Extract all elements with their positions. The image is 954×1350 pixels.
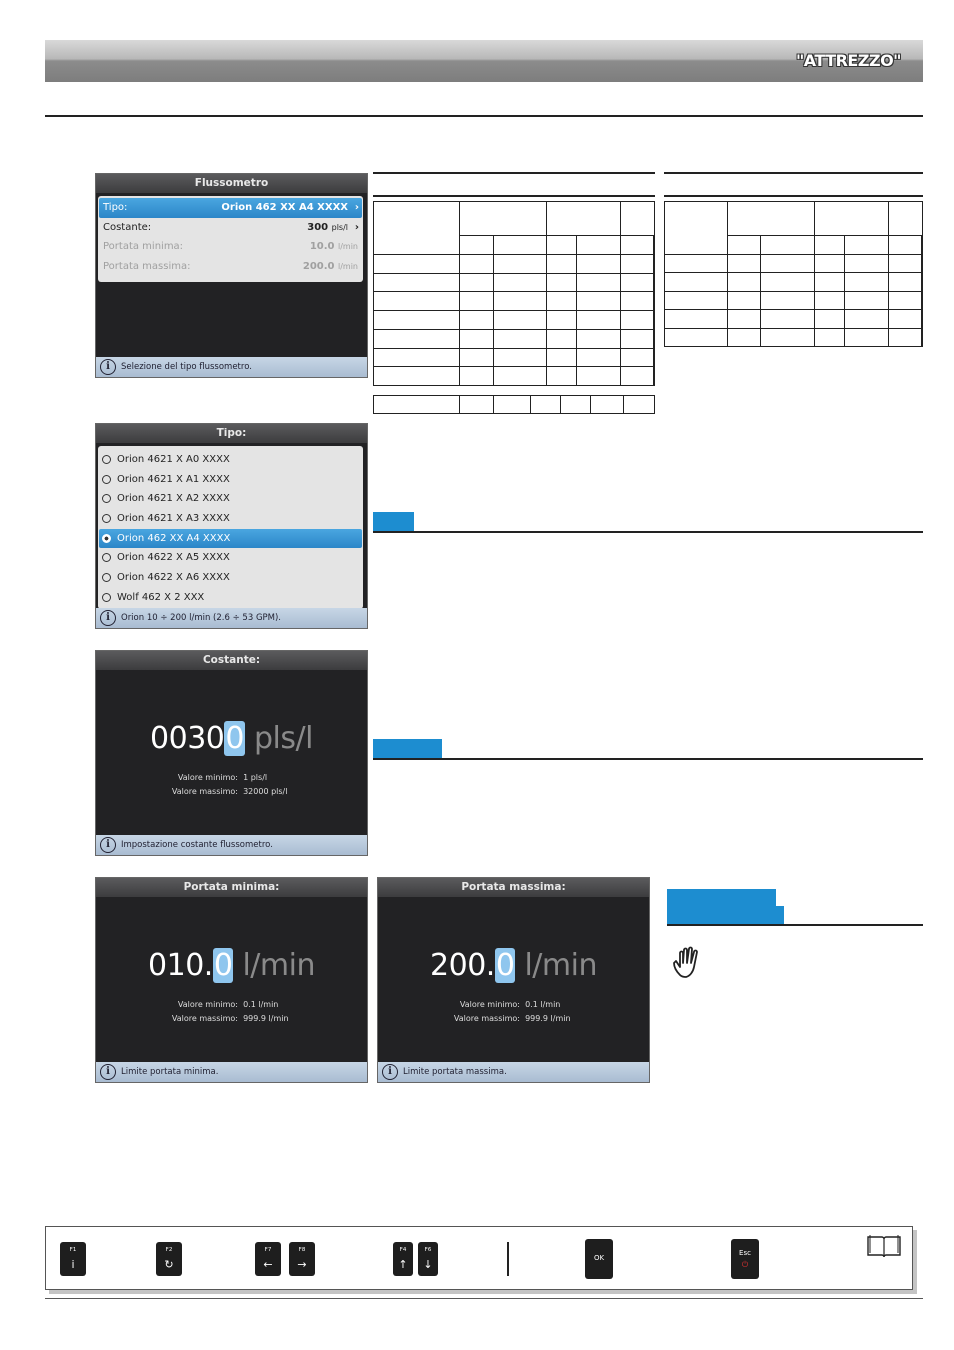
info-icon: i bbox=[100, 837, 116, 853]
menu-item-portata-minima[interactable] bbox=[99, 237, 362, 257]
radio-selected-icon bbox=[102, 534, 111, 543]
value-unit: l/min bbox=[233, 948, 315, 983]
key-label: F2 bbox=[165, 1247, 173, 1253]
screen-title: Costante: bbox=[96, 651, 367, 670]
arrow-down-icon: ↓ bbox=[423, 1258, 433, 1271]
section-tab bbox=[373, 739, 442, 758]
screen-footer bbox=[378, 1062, 649, 1082]
value-number: 200.0 bbox=[302, 260, 335, 272]
section-tab bbox=[373, 512, 414, 531]
key-label: F4 bbox=[399, 1247, 407, 1253]
f7-key[interactable] bbox=[255, 1242, 281, 1276]
footer-rule bbox=[45, 1298, 923, 1299]
info-icon: i bbox=[100, 359, 116, 375]
key-label: OK bbox=[593, 1254, 605, 1262]
value-digits: 010. bbox=[148, 948, 213, 983]
hand-stop-icon bbox=[670, 945, 710, 981]
f2-key[interactable] bbox=[156, 1242, 182, 1276]
tipo-screen bbox=[95, 423, 368, 629]
radio-icon bbox=[102, 514, 111, 523]
menu-item-value bbox=[307, 218, 348, 238]
limits bbox=[96, 1000, 367, 1028]
option-item-selected[interactable] bbox=[99, 529, 362, 549]
menu-item-value bbox=[310, 237, 358, 257]
table-top-rule bbox=[664, 172, 923, 174]
option-item[interactable] bbox=[99, 548, 362, 568]
table-top-rule bbox=[664, 195, 923, 197]
power-icon: ⏻ bbox=[741, 1260, 749, 1269]
key-label: F7 bbox=[264, 1247, 272, 1253]
max-value: 999.9 l/min bbox=[243, 1014, 289, 1023]
radio-icon bbox=[102, 494, 111, 503]
section-line bbox=[373, 758, 923, 760]
max-value: 32000 pls/l bbox=[243, 787, 288, 796]
footer-text: Selezione del tipo flussometro. bbox=[121, 362, 252, 372]
f8-key[interactable] bbox=[289, 1242, 315, 1276]
min-label: Valore minimo: bbox=[177, 1000, 238, 1009]
option-item[interactable] bbox=[99, 588, 362, 608]
f6-key[interactable] bbox=[418, 1242, 438, 1276]
screen-title: Flussometro bbox=[96, 174, 367, 193]
manual-book-icon bbox=[866, 1233, 902, 1259]
value-unit: l/min bbox=[337, 242, 358, 251]
min-value: 0.1 l/min bbox=[525, 1000, 561, 1009]
header-bar bbox=[45, 40, 923, 82]
option-item[interactable] bbox=[99, 489, 362, 509]
table-top-rule bbox=[373, 172, 655, 174]
limits bbox=[378, 1000, 649, 1028]
ok-key[interactable] bbox=[585, 1239, 613, 1279]
info-icon: i bbox=[100, 1064, 116, 1080]
menu-panel bbox=[98, 196, 363, 282]
menu-item-label: Costante: bbox=[103, 221, 152, 233]
option-item[interactable] bbox=[99, 509, 362, 529]
info-icon: i bbox=[71, 1258, 75, 1271]
toolbar-divider bbox=[507, 1242, 509, 1276]
page-title: "ATTREZZO" bbox=[795, 51, 901, 70]
key-label: F6 bbox=[424, 1247, 432, 1253]
f1-key[interactable] bbox=[60, 1242, 86, 1276]
key-label: F1 bbox=[69, 1247, 77, 1253]
f4-key[interactable] bbox=[393, 1242, 413, 1276]
value-digits: 200. bbox=[430, 948, 495, 983]
edit-cursor[interactable]: 0 bbox=[225, 721, 244, 756]
max-label: Valore massimo: bbox=[171, 787, 238, 796]
option-label: Orion 4621 X A3 XXXX bbox=[117, 513, 230, 525]
min-label: Valore minimo: bbox=[459, 1000, 520, 1009]
info-icon: i bbox=[382, 1064, 398, 1080]
footer-text: Orion 10 ÷ 200 l/min (2.6 ÷ 53 GPM). bbox=[121, 613, 282, 623]
footer-text: Impostazione costante flussometro. bbox=[121, 840, 273, 850]
menu-item-tipo[interactable] bbox=[99, 198, 362, 218]
max-value: 999.9 l/min bbox=[525, 1014, 571, 1023]
edit-cursor[interactable]: 0 bbox=[495, 948, 515, 983]
refresh-icon: ↻ bbox=[164, 1258, 174, 1271]
option-item[interactable] bbox=[99, 568, 362, 588]
flussometro-screen bbox=[95, 173, 368, 378]
value-editor[interactable] bbox=[96, 721, 367, 756]
option-label: Orion 462 XX A4 XXXX bbox=[117, 532, 231, 544]
footer-text: Limite portata minima. bbox=[121, 1067, 219, 1077]
edit-cursor[interactable]: 0 bbox=[213, 948, 233, 983]
screen-title: Portata massima: bbox=[378, 878, 649, 897]
value-unit: pls/l bbox=[244, 721, 313, 756]
flowmeter-table-right bbox=[664, 201, 923, 347]
value-digits: 0030 bbox=[150, 721, 225, 756]
screen-footer bbox=[96, 608, 367, 628]
arrow-right-icon: → bbox=[297, 1258, 307, 1271]
min-value: 0.1 l/min bbox=[243, 1000, 279, 1009]
screen-footer bbox=[96, 357, 367, 377]
footer-text: Limite portata massima. bbox=[403, 1067, 507, 1077]
radio-icon bbox=[102, 573, 111, 582]
esc-key[interactable] bbox=[731, 1239, 759, 1279]
max-label: Valore massimo: bbox=[453, 1014, 520, 1023]
menu-item-label: Tipo: bbox=[103, 202, 128, 213]
portata-minima-screen bbox=[95, 877, 368, 1083]
option-label: Orion 4622 X A5 XXXX bbox=[117, 552, 230, 564]
value-unit: l/min bbox=[337, 261, 358, 271]
limits bbox=[96, 773, 367, 801]
radio-icon bbox=[102, 475, 111, 484]
chevron-right-icon: › bbox=[354, 202, 359, 213]
value-editor[interactable] bbox=[378, 948, 649, 983]
min-label: Valore minimo: bbox=[177, 773, 238, 782]
option-label: Orion 4621 X A0 XXXX bbox=[117, 454, 230, 465]
table-top-rule bbox=[373, 195, 655, 197]
warning-line bbox=[667, 924, 923, 926]
radio-icon bbox=[102, 593, 111, 602]
arrow-up-icon: ↑ bbox=[398, 1258, 408, 1271]
chevron-right-icon: › bbox=[354, 221, 359, 233]
menu-item-portata-massima[interactable] bbox=[99, 257, 362, 277]
value-number: 10.0 bbox=[309, 241, 335, 252]
costante-screen bbox=[95, 650, 368, 856]
arrow-left-icon: ← bbox=[263, 1258, 273, 1271]
portata-massima-screen bbox=[377, 877, 650, 1083]
option-label: Orion 4622 X A6 XXXX bbox=[117, 572, 230, 584]
value-number: 300 bbox=[307, 221, 329, 233]
section-line bbox=[373, 531, 923, 533]
option-label: Orion 4621 X A1 XXXX bbox=[117, 473, 230, 485]
menu-item-value: Orion 462 XX A4 XXXX bbox=[221, 202, 348, 213]
radio-icon bbox=[102, 553, 111, 562]
option-label: Orion 4621 X A2 XXXX bbox=[117, 493, 230, 505]
info-icon: i bbox=[100, 610, 116, 626]
screen-title: Tipo: bbox=[96, 424, 367, 443]
option-item[interactable] bbox=[99, 470, 362, 490]
menu-item-label: Portata minima: bbox=[103, 241, 184, 252]
key-label: F8 bbox=[298, 1247, 306, 1253]
value-unit: l/min bbox=[515, 948, 597, 983]
option-label: Wolf 462 X 2 XXX bbox=[117, 591, 205, 603]
option-item[interactable] bbox=[99, 450, 362, 470]
radio-icon bbox=[102, 455, 111, 464]
min-value: 1 pls/l bbox=[243, 773, 268, 782]
key-label: Esc bbox=[739, 1249, 751, 1257]
flowmeter-table-left bbox=[373, 201, 655, 386]
flowmeter-table-left-total bbox=[373, 395, 655, 414]
header-divider bbox=[45, 115, 923, 117]
max-label: Valore massimo: bbox=[171, 1014, 238, 1023]
value-editor[interactable] bbox=[96, 948, 367, 983]
screen-footer bbox=[96, 1062, 367, 1082]
warning-tab bbox=[667, 906, 784, 924]
value-unit: pls/l bbox=[331, 222, 348, 232]
menu-item-label: Portata massima: bbox=[103, 260, 191, 272]
screen-footer bbox=[96, 835, 367, 855]
key-legend-toolbar bbox=[45, 1226, 913, 1290]
options-panel bbox=[98, 446, 363, 609]
screen-title: Portata minima: bbox=[96, 878, 367, 897]
menu-item-value bbox=[303, 257, 358, 277]
menu-item-costante[interactable] bbox=[99, 218, 362, 238]
